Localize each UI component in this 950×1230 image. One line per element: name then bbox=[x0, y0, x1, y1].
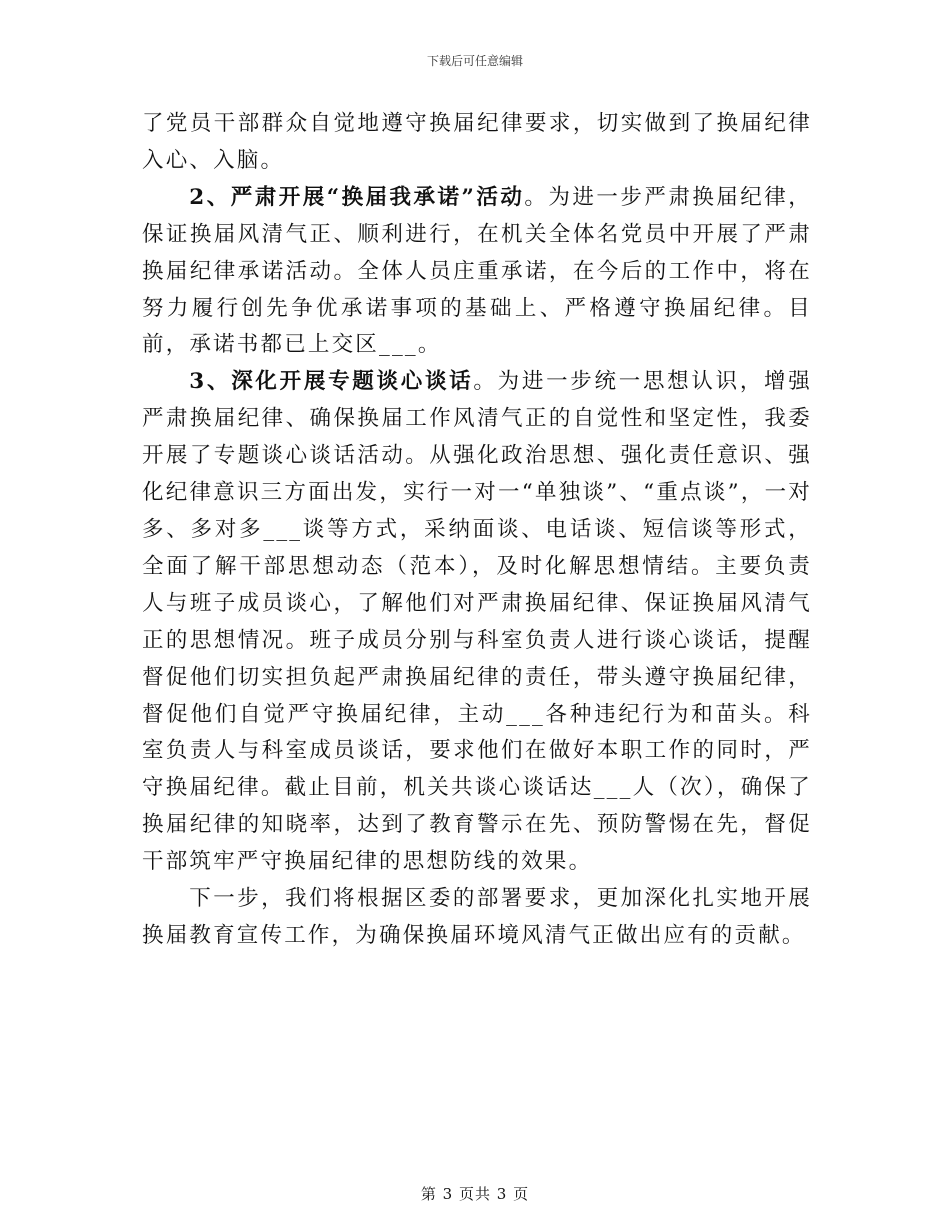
paragraph-talks bbox=[142, 364, 812, 881]
paragraph-next-step bbox=[142, 881, 812, 955]
document-body bbox=[142, 106, 812, 955]
page-header: 下载后可任意编辑 bbox=[426, 54, 523, 68]
paragraph-text: 。为进一步严肃换届纪律，保证换届风清气正、顺利进行，在机关全体名党员中开展了严肃换届纪律承诺活动。全体人员庄重承诺，在今后的工作中，将在努力履行创先争优承诺事项的基础上、严格遵守换届纪律。目前，承诺书都已上交区___。 bbox=[142, 184, 812, 358]
paragraph-heading: 2、严肃开展“换届我承诺”活动 bbox=[189, 184, 525, 210]
page-footer: 第 3 页共 3 页 bbox=[420, 1185, 530, 1203]
paragraph-commitment bbox=[142, 180, 812, 365]
paragraph-continuation bbox=[142, 106, 812, 180]
paragraph-text: 。为进一步统一思想认识，增强严肃换届纪律、确保换届工作风清气正的自觉性和坚定性，我委开展了专题谈心谈话活动。从强化政治思想、强化责任意识、强化纪律意识三方面出发，实行一对一“单独谈”、“重点谈”，一对多、多对多___谈等方式，采纳面谈、电话谈、短信谈等形式，全面了解干部思想动态（范本），及时化解思想情结。主要负责人与班子成员谈心，了解他们对严肃换届纪律、保证换届风清气正的思想情况。班子成员分别与科室负责人进行谈心谈话，提醒督促他们切实担负起严肃换届纪律的责任，带头遵守换届纪律，督促他们自觉严守换届纪律，主动___各种违纪行为和苗头。科室负责人与科室成员谈话，要求他们在做好本职工作的同时，严守换届纪律。截止目前，机关共谈心谈话达___人（次），确保了换届纪律的知晓率，达到了教育警示在先、预防警惕在先，督促干部筑牢严守换届纪律的思想防线的效果。 bbox=[142, 369, 812, 875]
paragraph-heading: 3、深化开展专题谈心谈话 bbox=[189, 369, 474, 395]
paragraph-text: 了党员干部群众自觉地遵守换届纪律要求，切实做到了换届纪律入心、入脑。 bbox=[142, 111, 812, 173]
paragraph-text: 下一步，我们将根据区委的部署要求，更加深化扎实地开展换届教育宣传工作，为确保换届环境风清气正做出应有的贡献。 bbox=[142, 886, 812, 948]
